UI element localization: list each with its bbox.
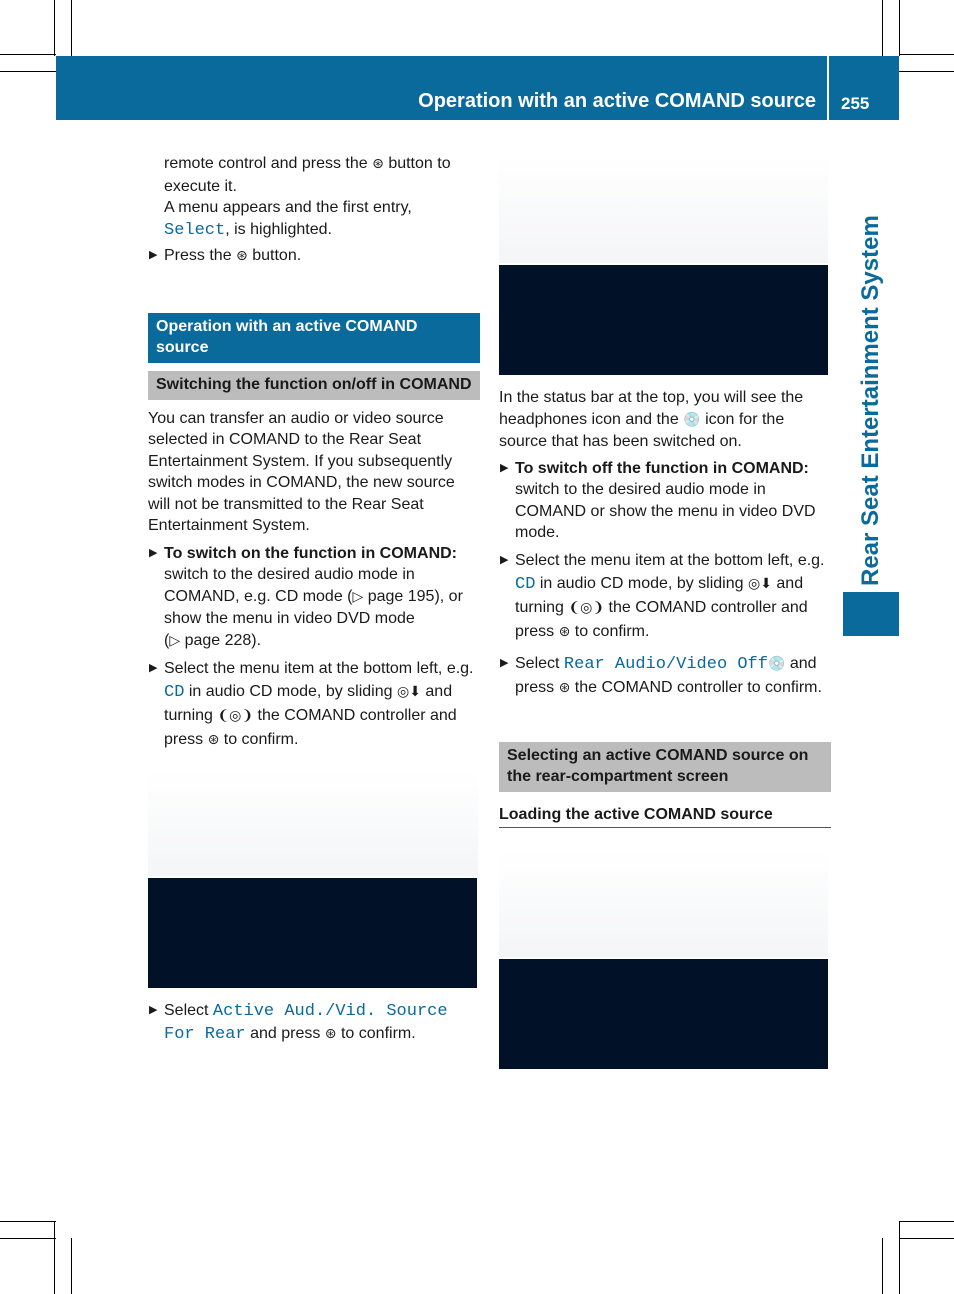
step-arrow-icon: ▶ — [500, 461, 509, 474]
menu-item-cd: CD — [164, 683, 185, 702]
step-switch-off: ▶ To switch off the function in COMAND: switch to the desired audio mode in COMAND or show the menu in video DVD mode. — [500, 459, 816, 541]
page-number: 255 — [841, 94, 870, 113]
ok-button-icon: ⊛ — [372, 156, 384, 172]
crop-mark — [71, 1238, 72, 1294]
step-press-ok: ▶ Press the ⊛ button. — [148, 245, 480, 268]
crop-mark — [0, 1238, 56, 1239]
comand-screen-image — [148, 878, 477, 988]
controller-slide-icon: ◎⬇ — [396, 684, 421, 700]
menu-item-rear-av-off: Rear Audio/Video Off — [563, 654, 768, 674]
page-ref-icon: ▷ — [169, 632, 181, 649]
crop-mark — [899, 0, 900, 56]
header-title: Operation with an active COMAND source — [418, 90, 816, 112]
screenshot-ghost — [499, 155, 828, 263]
cd-source-icon: 💿 — [767, 655, 786, 672]
step-arrow-icon: ▶ — [149, 546, 158, 559]
status-bar-paragraph: In the status bar at the top, you will see the headphones icon and the 💿 icon for the source that has been switched on. — [499, 389, 804, 450]
crop-mark — [0, 1221, 56, 1222]
crop-mark — [882, 1238, 883, 1294]
rear-screen-image — [499, 959, 828, 1069]
crop-mark — [899, 71, 954, 72]
menu-entry-select: Select — [164, 220, 226, 240]
step-select-active-source: ▶ Select Active Aud./Vid. Source For Rear and press ⊛ to confirm. — [149, 1002, 448, 1044]
comand-screen-image — [499, 265, 828, 375]
step-arrow-icon: ▶ — [500, 656, 509, 669]
section-heading-rear: Selecting an active COMAND source on the rear-compartment screen — [499, 742, 831, 792]
crop-mark — [899, 1222, 900, 1294]
cd-source-icon: 💿 — [683, 411, 701, 428]
controller-press-icon: ⊛ — [207, 732, 220, 748]
step-arrow-icon: ▶ — [149, 249, 158, 261]
sub-heading: Switching the function on/off in COMAND — [148, 371, 480, 400]
controller-press-icon: ⊛ — [324, 1025, 337, 1042]
right-column — [499, 387, 831, 828]
controller-press-icon: ⊛ — [558, 623, 571, 640]
crop-mark — [54, 0, 55, 56]
controller-turn-icon: ❨◎❩ — [217, 708, 254, 724]
header-divider — [827, 56, 829, 120]
page-ref-icon: ▷ — [352, 588, 364, 605]
body-paragraph: You can transfer an audio or video source selected in COMAND to the Rear Seat Entertainment System. If you subsequently switch modes in COMAND, the new source will not be transmitted to the Rear Seat Entertainment System. — [148, 409, 455, 534]
ok-button-icon: ⊛ — [236, 248, 248, 264]
step-select-menu: ▶ Select the menu item at the bottom left, e.g. CD in audio CD mode, by sliding ◎⬇ and turning ❨◎❩ the COMAND controller and press ⊛ to confirm. — [148, 657, 480, 752]
controller-slide-icon: ◎⬇ — [747, 575, 772, 592]
menu-note: A menu appears and the first entry, Select, is highlighted. — [164, 199, 412, 240]
sub-heading-loading: Loading the active COMAND source — [499, 804, 831, 828]
step-rear-av-off: ▶ Select Rear Audio/Video Off💿 and press ⊛ the COMAND controller to confirm. — [499, 652, 831, 700]
intro-paragraph: remote control and press the ⊛ button to execute it. — [164, 155, 451, 195]
crop-mark — [71, 0, 72, 56]
crop-mark — [882, 0, 883, 56]
menu-item-active-source: Active Aud./Vid. Source For Rear — [164, 1002, 448, 1044]
menu-item-cd: CD — [515, 574, 536, 594]
crop-mark — [54, 1222, 55, 1294]
chapter-side-tab — [843, 116, 899, 586]
crop-mark — [0, 71, 56, 72]
screenshot-ghost — [499, 850, 828, 957]
screenshot-ghost — [148, 770, 478, 876]
crop-mark — [899, 1238, 954, 1239]
page-header — [56, 56, 899, 120]
step-arrow-icon: ▶ — [149, 1004, 158, 1016]
controller-turn-icon: ❨◎❩ — [568, 599, 605, 616]
crop-mark — [0, 54, 56, 55]
crop-mark — [899, 1221, 954, 1222]
section-heading: Operation with an active COMAND source — [148, 313, 480, 363]
chapter-title: Rear Seat Entertainment System — [857, 215, 884, 586]
left-column — [148, 153, 480, 752]
controller-press-icon: ⊛ — [558, 679, 571, 696]
step-arrow-icon: ▶ — [500, 553, 509, 566]
step-arrow-icon: ▶ — [149, 662, 158, 674]
left-column-bottom — [148, 1000, 480, 1045]
step-select-menu: ▶ Select the menu item at the bottom left, e.g. CD in audio CD mode, by sliding ◎⬇ and turning ❨◎❩ the COMAND controller and press ⊛ to confirm. — [499, 549, 831, 644]
crop-mark — [899, 54, 954, 55]
step-switch-on: ▶ To switch on the function in COMAND: switch to the desired audio mode in COMAND, e.g. CD mode (▷ page 195), or show the menu in video DVD mode (▷ page 228). — [149, 544, 463, 649]
chapter-marker — [843, 592, 899, 636]
